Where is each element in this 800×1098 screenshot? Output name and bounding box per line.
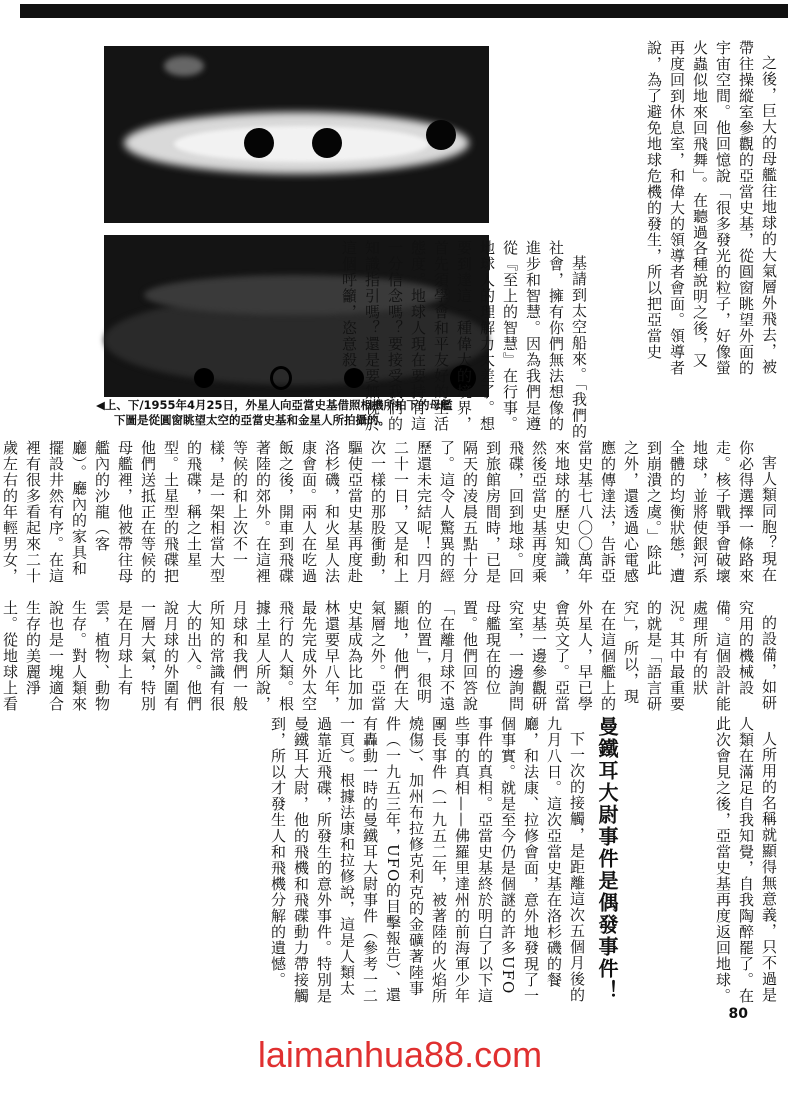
text-column-lower-right — [626, 716, 780, 1006]
text-column-lower-left — [88, 716, 588, 1006]
mothership-photo-top — [104, 46, 489, 223]
caption-line-2: 下圖是從圓窗眺望太空的亞當史基和金星人所拍攝的。 — [114, 413, 390, 427]
text-column-upper-left — [340, 240, 590, 440]
section-heading: 曼鐵耳大尉事件是偶發事件！ — [595, 716, 619, 1002]
paragraph: 害人類同胞？現在你必得選擇一條路來走。核子戰爭會破壞地球，並將使銀河系全體的均衡狀態，遭到崩潰之虞。」除此之外，還透過心電感應的傳達法，告訴亞當史基七八〇〇萬年來地球的歷史知識，然後亞當史基再度乘飛碟，回到地球。回到旅館房間時，已是隔天的凌晨五點十分了。這令人驚異的經歷還未完結呢！四月二十一日，又是和上次一樣的那股衝動，驅使亞當史基再度赴洛杉磯，和火星人法康會面。兩人在吃過飯之後，開車到飛碟著陸的郊外。在這裡等候的和上次不一樣，是一架相當大型的飛碟，稱之土星型。土星型的飛碟把他們送抵正在等候的母艦裡，他被帶往母艦內的沙龍（客廳）。廳內的家具和擺設井然有序。在這裡有很多看起來二十歲左右的年輕男女， — [1, 440, 778, 584]
text-column-middle-left — [1, 600, 780, 718]
paragraph: 人所用的名稱就顯得無意義，只不過是人類在滿足自我知覺，自我陶醉罷了。在此次會見之後，亞當史基再度返回地球。 — [714, 716, 778, 1004]
paragraph: 之後，巨大的母艦往地球的大氣層外飛去，被帶往操縱室參觀的亞當史基，從圓窗眺望外面的宇宙空間。他回憶說「很多發光的粒子，好像螢火蟲似地來回飛舞」。在聽過各種說明之後，又再度回到休息室，和偉大的領導者會面。領導者說，為了避免地球危機的發生，所以把亞當史 — [645, 40, 778, 376]
paragraph: 基請到太空船來。「我們的社會，擁有你們無法想像的進步和智慧。因為我們是遵從『至上的智慧』在行事。地球人的理解力太差了。想要到達這一種偉大的境界，首先須學會和平友好的生活態度。地球人現在要持有這一分信念嗎？要接受我們的知識指引嗎？還是要無視於這個呼籲，恣意殺 — [340, 240, 588, 440]
text-column-middle-right — [1, 440, 780, 590]
caption-line-1: ◀上、下/1955年4月25日，外星人向亞當史基借照相機所拍下的母艦 — [96, 398, 453, 412]
watermark: laimanhua88.com — [257, 1034, 543, 1075]
paragraph: 的設備，如研究用的機械設備。這個設計能處理所有的狀況。其中最重要的就是「語言研究」，所以，現在在這個艦上的外星人，早已學會英文了。亞當史基一邊參觀研究室，一邊詢問母艦現在的位置。他們回答說「在離月球不遠的位置」，很明顯地，他們在大氣層之外。亞當史基成為比加加林還要早八年，最先完成外太空飛行的人類。根據土星人所說，月球和我們一般所知的常識有很大的出入。他們說月球的外圍有一層大氣，特別是在月球上有雲，植物、動物生存。對人類來說也是一塊適合生存的美麗淨土。從地球上看 — [1, 600, 778, 712]
page-number: 80 — [728, 1006, 748, 1022]
paragraph: 下一次的接觸，是距離這次五個月後的九月八日。這次亞當史基在洛杉磯的餐廳，和法康、拉修會面，意外地發現了一個事實。就是至今仍是個謎的許多UFO事件的真相。亞當史基終於明白了以下這些事的真相——佛羅里達州的前海軍少年團長事件（一九五二年，被著陸的火焰所燒傷）、加州布拉修克利克的金礦著陸事件（一九五三年，UFO的目擊報告）、還有轟動一時的曼鐵耳大尉事件（參考一二一頁）。根據法康和拉修說，這是人類太過靠近飛碟，所發生的意外事件。特別是曼鐵耳大尉，他的飛機和飛碟動力帶接觸到，所以才發生人和飛機分解的遺憾。 — [269, 716, 586, 1004]
text-column-upper-right — [596, 40, 780, 376]
top-border — [20, 4, 788, 18]
